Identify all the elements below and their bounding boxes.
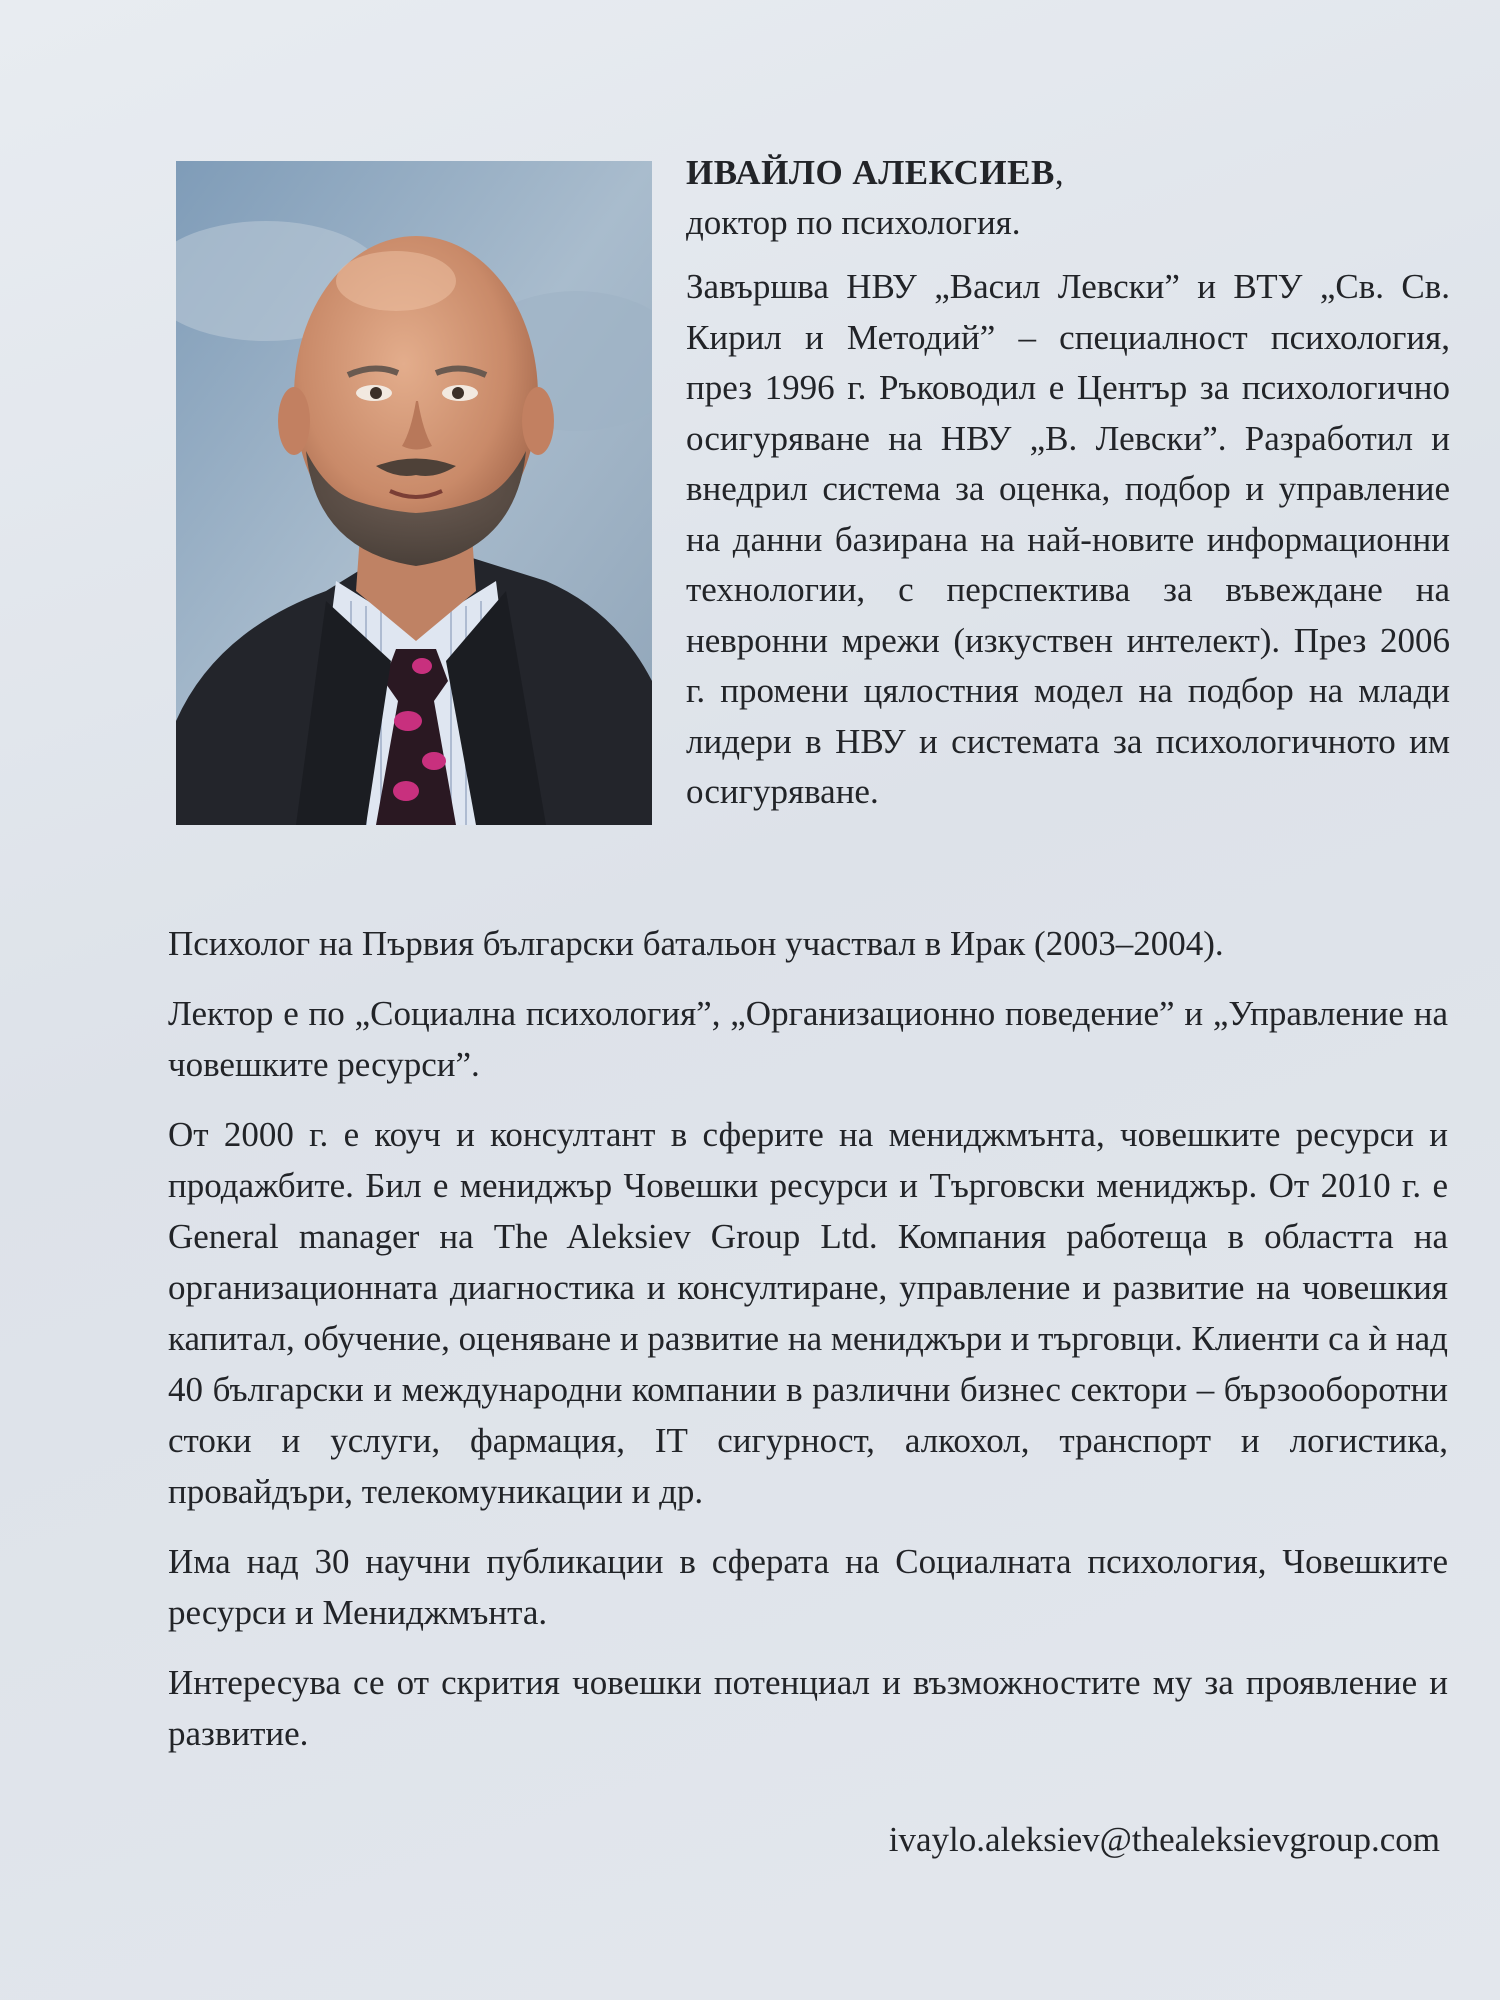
paragraph-publications: Има над 30 научни публикации в сферата на Социалната психология, Човешките ресурси и Мениджмънта.	[168, 1542, 1448, 1632]
name-suffix: ,	[1054, 153, 1064, 192]
contact-email: ivaylo.aleksiev@thealeksievgroup.com	[888, 1820, 1440, 1859]
paragraph-interests: Интересува се от скрития човешки потенциал и възможностите му за проявление и развитие.	[168, 1663, 1448, 1753]
author-name-line	[686, 148, 1450, 198]
author-portrait-photo	[176, 161, 652, 825]
paragraph-career: От 2000 г. е коуч и консултант в сферите на мениджмънта, човешките ресурси и продажбите. Бил е мениджър Човешки ресурси и Търговски мениджър. От 2010 г. е General manager на The Aleksiev Group Ltd. Компания работеща в областта на организационната диагностика и консултиране, управление и развитие на човешкия капитал, обучение, оценяване и развитие на мениджъри и търговци. Клиенти са ѝ над 40 български и международни компании в различни бизнес сектори – бързооборотни стоки и услуги, фармация, IT сигурност, алкохол, транспорт и логистика, провайдъри, телекомуникации и др.	[168, 1115, 1448, 1511]
author-bio-paragraph: Завършва НВУ „Васил Левски” и ВТУ „Св. Св. Кирил и Методий” – специалност психология, през 1996 г. Ръководил е Център за психологично осигуряване на НВУ „В. Левски”. Разработил и внедрил система за оценка, подбор и управление на данни базирана на най-новите информационни технологии, с перспектива за въвеждане на невронни мрежи (изкуствен интелект). През 2006 г. промени цялостния модел на подбор на млади лидери в НВУ и системата за психологичното им осигуряване.	[686, 267, 1450, 811]
paragraph-iraq: Психолог на Първия български батальон участвал в Ирак (2003–2004).	[168, 924, 1224, 963]
biography-body	[168, 918, 1448, 1778]
paragraph-lecturer: Лектор е по „Социална психология”, „Организационно поведение” и „Управление на човешките ресурси”.	[168, 994, 1448, 1084]
author-header	[686, 148, 1450, 818]
author-name: ИВАЙЛО АЛЕКСИЕВ	[686, 153, 1055, 192]
author-degree: доктор по психология.	[686, 203, 1021, 242]
